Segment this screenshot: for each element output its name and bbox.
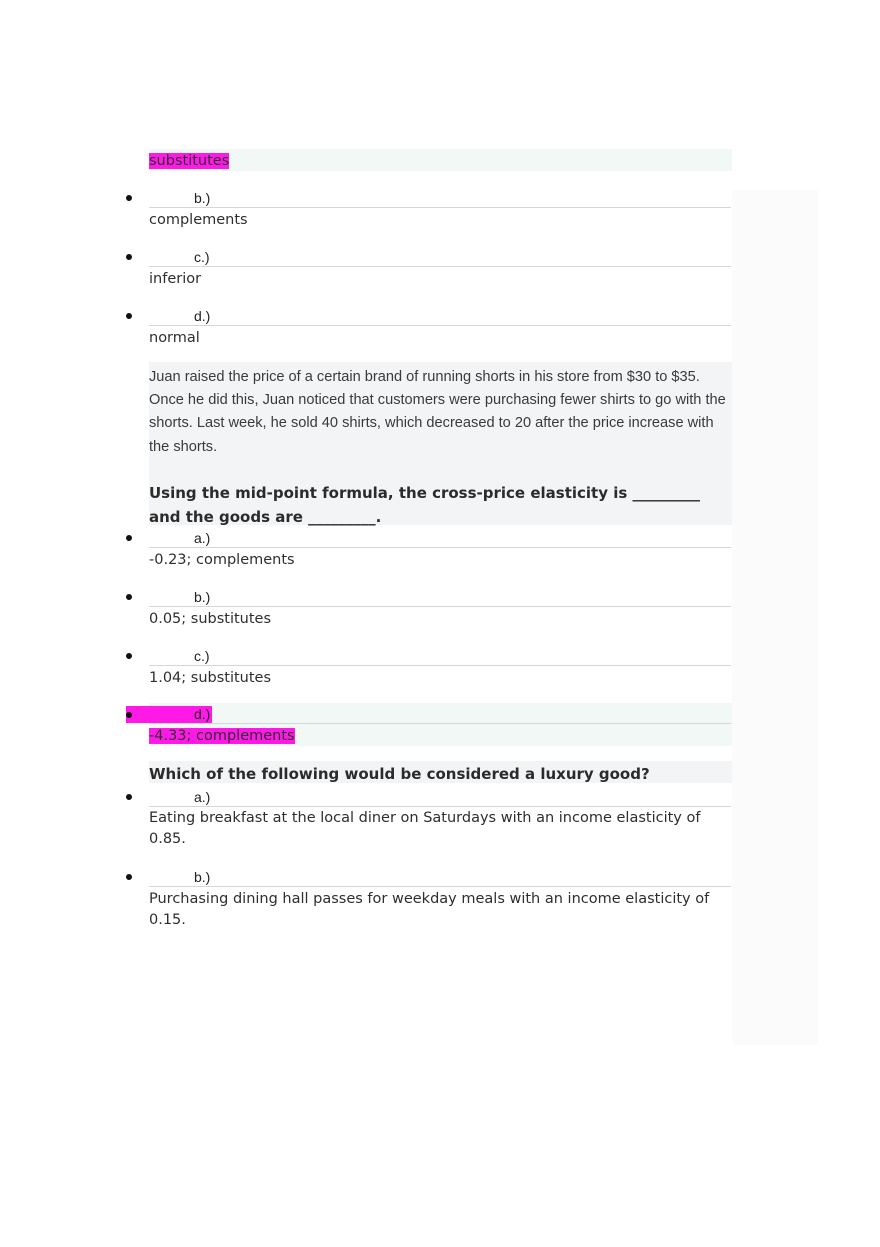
q2-option-c-text[interactable]: 1.04; substitutes: [149, 670, 272, 686]
q2-option-b-text[interactable]: 0.05; substitutes: [149, 611, 272, 627]
q2-option-d-bullet: [126, 712, 132, 718]
q2-option-c-bullet: [126, 653, 132, 659]
q3-option-b-bullet: [126, 874, 132, 880]
q1-option-d-letter: d.): [194, 308, 211, 324]
divider: [149, 723, 731, 724]
q3-option-b-letter: b.): [194, 869, 211, 885]
q2-option-a-text[interactable]: -0.23; complements: [149, 552, 295, 568]
q2-option-c-letter: c.): [194, 648, 210, 664]
q1-option-c-letter: c.): [194, 249, 210, 265]
q1-selected-answer-text: substitutes: [149, 153, 230, 169]
side-panel: [732, 190, 818, 1045]
q1-option-d-bullet: [126, 313, 132, 319]
q3-option-a-letter: a.): [194, 789, 211, 805]
divider: [149, 547, 731, 548]
divider: [149, 606, 731, 607]
q2-option-b-letter: b.): [194, 589, 211, 605]
divider: [149, 665, 731, 666]
q2-option-d-text: -4.33; complements: [149, 728, 295, 744]
q1-option-b-text[interactable]: complements: [149, 212, 248, 228]
divider: [149, 806, 731, 807]
q1-option-b-letter: b.): [194, 190, 211, 206]
q2-question-text: Using the mid-point formula, the cross-price elasticity is _________ and the goods are _________.: [149, 484, 701, 526]
q3-question-text: Which of the following would be considered a luxury good?: [149, 765, 650, 783]
divider: [149, 886, 731, 887]
q1-option-d-text[interactable]: normal: [149, 330, 200, 346]
q1-selected-answer[interactable]: [149, 151, 731, 172]
q2-option-a-letter: a.): [194, 530, 211, 546]
q2-scenario-text: Juan raised the price of a certain brand of running shorts in his store from $30 to $35. Once he did this, Juan noticed that customers were purchasing fewer shirts to go with the shorts. Last week, he sold 40 shirts, which decreased to 20 after the price increase with the shorts.: [149, 369, 726, 455]
q1-option-c-bullet: [126, 254, 132, 260]
q2-option-a-bullet: [126, 535, 132, 541]
q2-option-b-bullet: [126, 594, 132, 600]
q2-option-d-answer[interactable]: [149, 726, 731, 747]
divider: [149, 266, 731, 267]
q3-option-a-text[interactable]: Eating breakfast at the local diner on Saturdays with an income elasticity of 0.85.: [149, 810, 701, 847]
q3-option-b-text[interactable]: Purchasing dining hall passes for weekday meals with an income elasticity of 0.15.: [149, 891, 710, 928]
divider: [149, 207, 731, 208]
q3-option-a-bullet: [126, 794, 132, 800]
q1-option-c-text[interactable]: inferior: [149, 271, 202, 287]
q2-option-d-letter: d.): [194, 706, 211, 722]
divider: [149, 325, 731, 326]
q1-option-b-bullet: [126, 195, 132, 201]
